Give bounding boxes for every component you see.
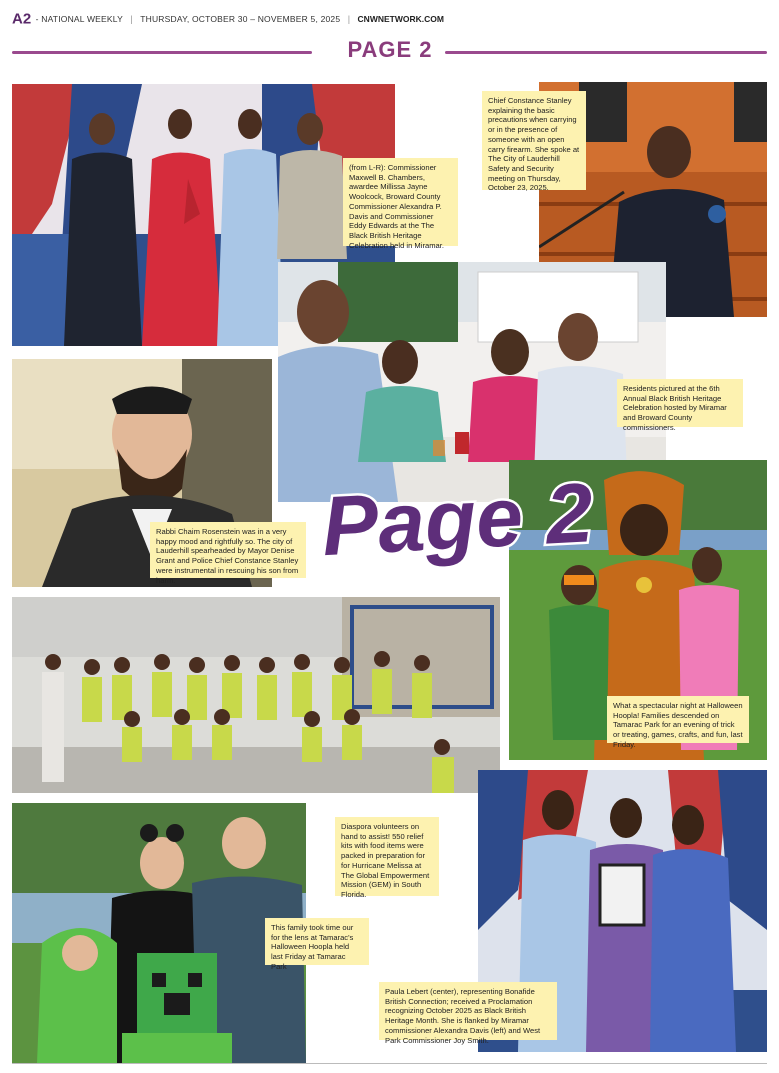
publication-name: - NATIONAL WEEKLY bbox=[35, 13, 123, 24]
caption-proclamation: Paula Lebert (center), representing Bonafide British Connection; received a Proclamation recognizing October 2025 as Black British Heritage Month. She is flanked by Miramar commissioner Alexandra Davis (left) and West Park Commissioner Joy Smith. bbox=[379, 982, 557, 1040]
page-2-overlay-text: Page 2 bbox=[319, 465, 596, 574]
photo-family-hoopla bbox=[12, 803, 306, 1063]
caption-diaspora: Diaspora volunteers on hand to assist! 550 relief kits with food items were packed in preparation for for Hurricane Melissa at The Global Empowerment Mission (GEM) in South Florida. bbox=[335, 817, 439, 896]
header-divider: | bbox=[347, 13, 351, 24]
caption-halloween: What a spectacular night at Halloween Hoopla! Families descended on Tamarac Park for an evening of trick or treating, games, crafts, and fun, last Friday. bbox=[607, 696, 749, 743]
caption-heritage-award: (from L-R): Commissioner Maxwell B. Chambers, awardee Millissa Jayne Woolcock, Broward County Commissioner Alexandra P. Davis and Commissioner Eddy Edwards at the The Black British Heritage Celebration held in Miramar. bbox=[343, 158, 458, 246]
section-title: PAGE 2 bbox=[347, 37, 433, 62]
page-header bbox=[12, 10, 767, 32]
bottom-rule bbox=[12, 1063, 767, 1064]
issue-dates: THURSDAY, OCTOBER 30 – NOVEMBER 5, 2025 bbox=[140, 13, 341, 24]
caption-family: This family took time our for the lens at Tamarac's Halloween Hoopla held last Friday at Tamarac Park bbox=[265, 918, 369, 965]
website-link[interactable]: CNWNETWORK.COM bbox=[357, 13, 444, 24]
header-divider: | bbox=[130, 13, 133, 24]
banner-rule-left bbox=[12, 51, 312, 54]
page-2-overlay-title bbox=[312, 460, 612, 580]
banner-rule-right bbox=[445, 51, 767, 54]
caption-residents: Residents pictured at the 6th Annual Black British Heritage Celebration hosted by Miramar and Broward County commissioners. bbox=[617, 379, 743, 427]
page-number: A2 bbox=[12, 10, 32, 28]
caption-police-chief: Chief Constance Stanley explaining the basic precautions when carrying or in the presence of someone with an open carry firearm. She spoke at The City of Lauderhill Safety and Security meeting on Thursday, October 23, 2025. bbox=[482, 91, 586, 190]
caption-rabbi: Rabbi Chaim Rosenstein was in a very happy mood and rightfully so. The city of Lauderhill spearheaded by Mayor Denise Grant and Police Chief Constance Stanley were instrumental in rescuing his son from harm. bbox=[150, 522, 306, 578]
photo-diaspora-volunteers bbox=[12, 597, 500, 793]
